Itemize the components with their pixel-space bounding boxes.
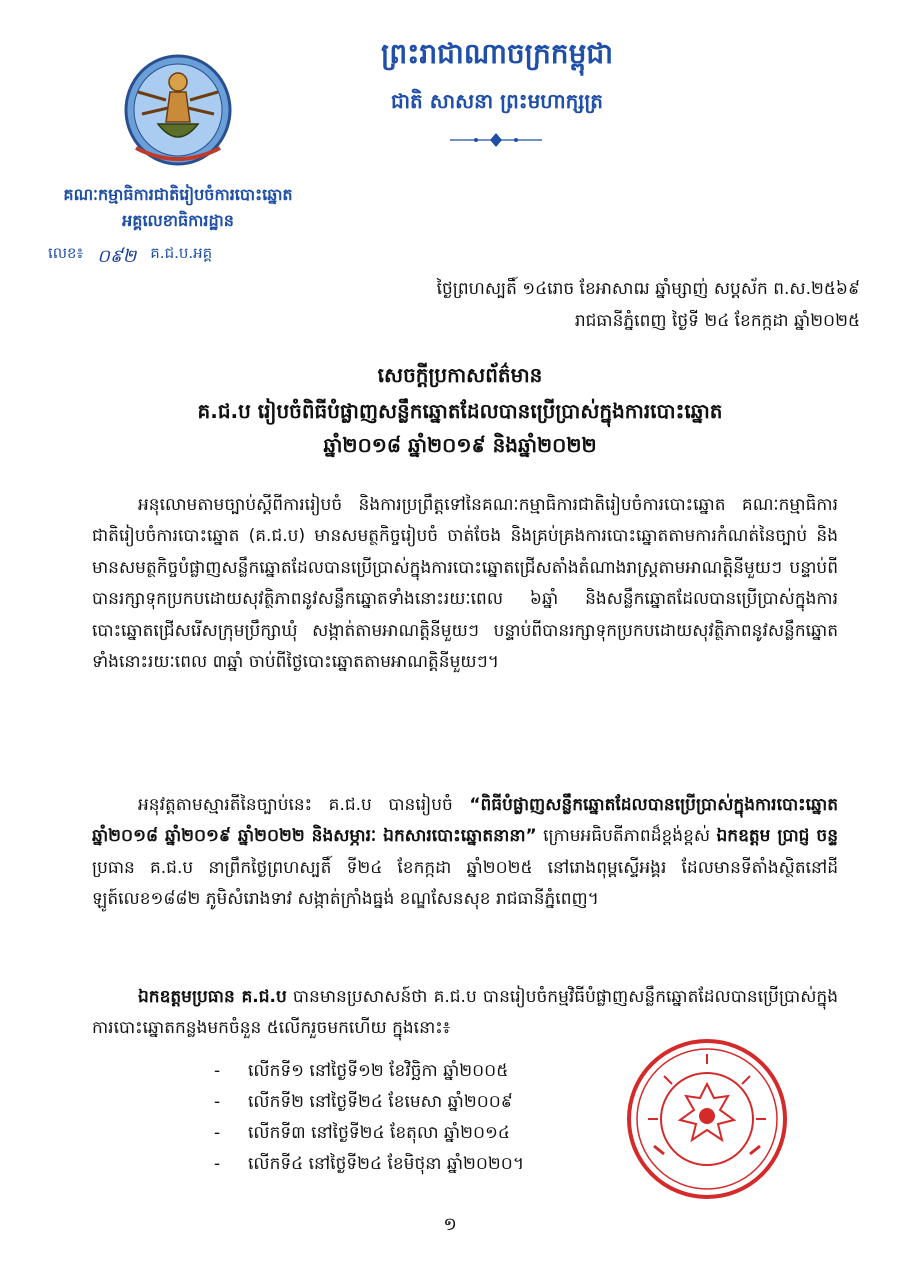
reference-suffix: គ.ជ.ប.អគ្គ (150, 244, 213, 262)
list-item (214, 1087, 524, 1118)
official-seal-icon (624, 1036, 790, 1202)
list-item-text: លើកទី២ នៅថ្ងៃទី២៤ ខែមេសា ឆ្នាំ២០០៩ (248, 1092, 513, 1112)
list-dash: - (214, 1061, 221, 1081)
president-title: ឯកឧត្តមប្រធាន គ.ជ.ប (138, 987, 287, 1007)
list-dash: - (214, 1123, 221, 1143)
reference-number: ០៩២ (97, 246, 137, 267)
reference-line (48, 244, 212, 271)
announcement-heading: សេចក្តីប្រកាសព័ត៌មាន (377, 363, 543, 387)
paragraph-3-body: បានមានប្រសាសន៍ថា គ.ជ.ប បានរៀបចំកម្មវិធីបំផ្លាញសន្លឹកឆ្នោតដែលបានប្រើប្រាស់ក្នុងការបោះឆ្នោតកន្លងមកចំនួន ៥លើករួចមកហើយ ក្នុងនោះ៖ (92, 987, 838, 1039)
list-item-text: លើកទី៤ នៅថ្ងៃទី២៤ ខែមិថុនា ឆ្នាំ២០២០។ (248, 1154, 525, 1174)
list-item (214, 1056, 524, 1087)
ornament-divider-icon (446, 130, 546, 150)
paragraph-2-presidency: ក្រោមអធិបតីភាពដ៏ខ្ពង់ខ្ពស់ (536, 826, 717, 847)
secretariat-name: អគ្គលេខាធិការដ្ឋាន (122, 211, 234, 230)
paragraph-2-details: ប្រធាន គ.ជ.ប នាព្រឹកថ្ងៃព្រហស្បតិ៍ ទី២៤ ខែកក្កដា ឆ្នាំ២០២៥ នៅរោងពុម្ពស្ទើអង្គរ ដែលមានទីតាំងស្ថិតនៅដីឡូត៍លេខ១៨៨២ ភូមិសំរោងទាវ សង្កាត់ក្រាំងធ្នង់ ខណ្ឌសែនសុខ រាជធានីភ្នំពេញ។ (92, 857, 838, 910)
destruction-history-list (214, 1056, 524, 1180)
committee-emblem-icon (118, 52, 238, 174)
list-item-text: លើកទី១ នៅថ្ងៃទី១២ ខែវិច្ឆិកា ឆ្នាំ២០០៥ (248, 1061, 509, 1081)
list-dash: - (214, 1154, 221, 1174)
kingdom-title: ព្រះរាជាណាចក្រកម្ពុជា (380, 37, 613, 70)
committee-name: គណៈកម្មាធិការជាតិរៀបចំការបោះឆ្នោត (63, 185, 293, 204)
committee-block (0, 182, 356, 234)
solar-date: រាជធានីភ្នំពេញ ថ្ងៃទី ២៤ ខែកក្កដា ឆ្នាំ២០២៥ (574, 311, 860, 331)
list-item-text: លើកទី៣ នៅថ្ងៃទី២៤ ខែតុលា ឆ្នាំ២០១៤ (248, 1123, 510, 1143)
lunar-date: ថ្ងៃព្រហស្បតិ៍ ១៤រោច ខែអាសាឍ ឆ្នាំម្សាញ់ សប្តស័ក ព.ស.២៥៦៩ (436, 279, 860, 299)
president-name: ឯកឧត្តម ប្រាជ្ញ ចន្ទ (716, 826, 838, 847)
paragraph-2 (92, 790, 838, 916)
announcement-subject: គ.ជ.ប រៀបចំពិធីបំផ្លាញសន្លឹកឆ្នោតដែលបានប្រើប្រាស់ក្នុងការបោះឆ្នោត (197, 399, 723, 423)
paragraph-2-intro: អនុវត្តតាមស្មារតីនៃច្បាប់នេះ គ.ជ.ប បានរៀបចំ (138, 795, 470, 815)
national-motto: ជាតិ សាសនា ព្រះមហាក្សត្រ (391, 89, 603, 113)
list-item (214, 1149, 524, 1180)
reference-label: លេខ៖ (48, 244, 84, 262)
list-item (214, 1118, 524, 1149)
ceremony-name: “ពិធីបំផ្លាញសន្លឹកឆ្នោតដែលបានប្រើប្រាស់ក្នុងការបោះឆ្នោត ឆ្នាំ២០១៨ ឆ្នាំ២០១៩ ឆ្នាំ២០២២ និងសម្ភារៈ ឯកសារបោះឆ្នោតនានា” (92, 795, 838, 847)
paragraph-1-text: អនុលោមតាមច្បាប់ស្តីពីការរៀបចំ និងការប្រព្រឹត្តទៅនៃគណៈកម្មាធិការជាតិរៀបចំការបោះឆ្នោត គណៈកម្មាធិការជាតិរៀបចំការបោះឆ្នោត (គ.ជ.ប) មានសមត្ថកិច្ចរៀបចំ ចាត់ចែង និងគ្រប់គ្រងការបោះឆ្នោតតាមការកំណត់នៃច្បាប់ និងមានសមត្ថកិច្ចបំផ្លាញសន្លឹកឆ្នោតដែលបានប្រើប្រាស់ក្នុងការបោះឆ្នោតជ្រើសតាំងតំណាងរាស្ត្រតាមអាណត្តិនីមួយៗ បន្ទាប់ពីបានរក្សាទុកប្រកបដោយសុវត្ថិភាពនូវសន្លឹកឆ្នោតទាំងនោះរយៈពេល ៦ឆ្នាំ និងសន្លឹកឆ្នោតដែលបានប្រើប្រាស់ក្នុងការបោះឆ្នោតជ្រើសរើសក្រុមប្រឹក្សាឃុំ សង្កាត់តាមអាណត្តិនីមួយៗ បន្ទាប់ពីបានរក្សាទុកប្រកបដោយសុវត្ថិភាពនូវសន្លឹកឆ្នោតទាំងនោះរយៈពេល ៣ឆ្នាំ ចាប់ពីថ្ងៃបោះឆ្នោតតាមអាណត្តិនីមួយៗ។ (92, 495, 838, 673)
page-number: ១ (443, 1214, 457, 1235)
announcement-years: ឆ្នាំ២០១៨ ឆ្នាំ២០១៩ និងឆ្នាំ២០២២ (323, 433, 597, 457)
paragraph-2-text (92, 790, 838, 916)
list-dash: - (214, 1092, 221, 1112)
paragraph-1 (92, 490, 838, 678)
